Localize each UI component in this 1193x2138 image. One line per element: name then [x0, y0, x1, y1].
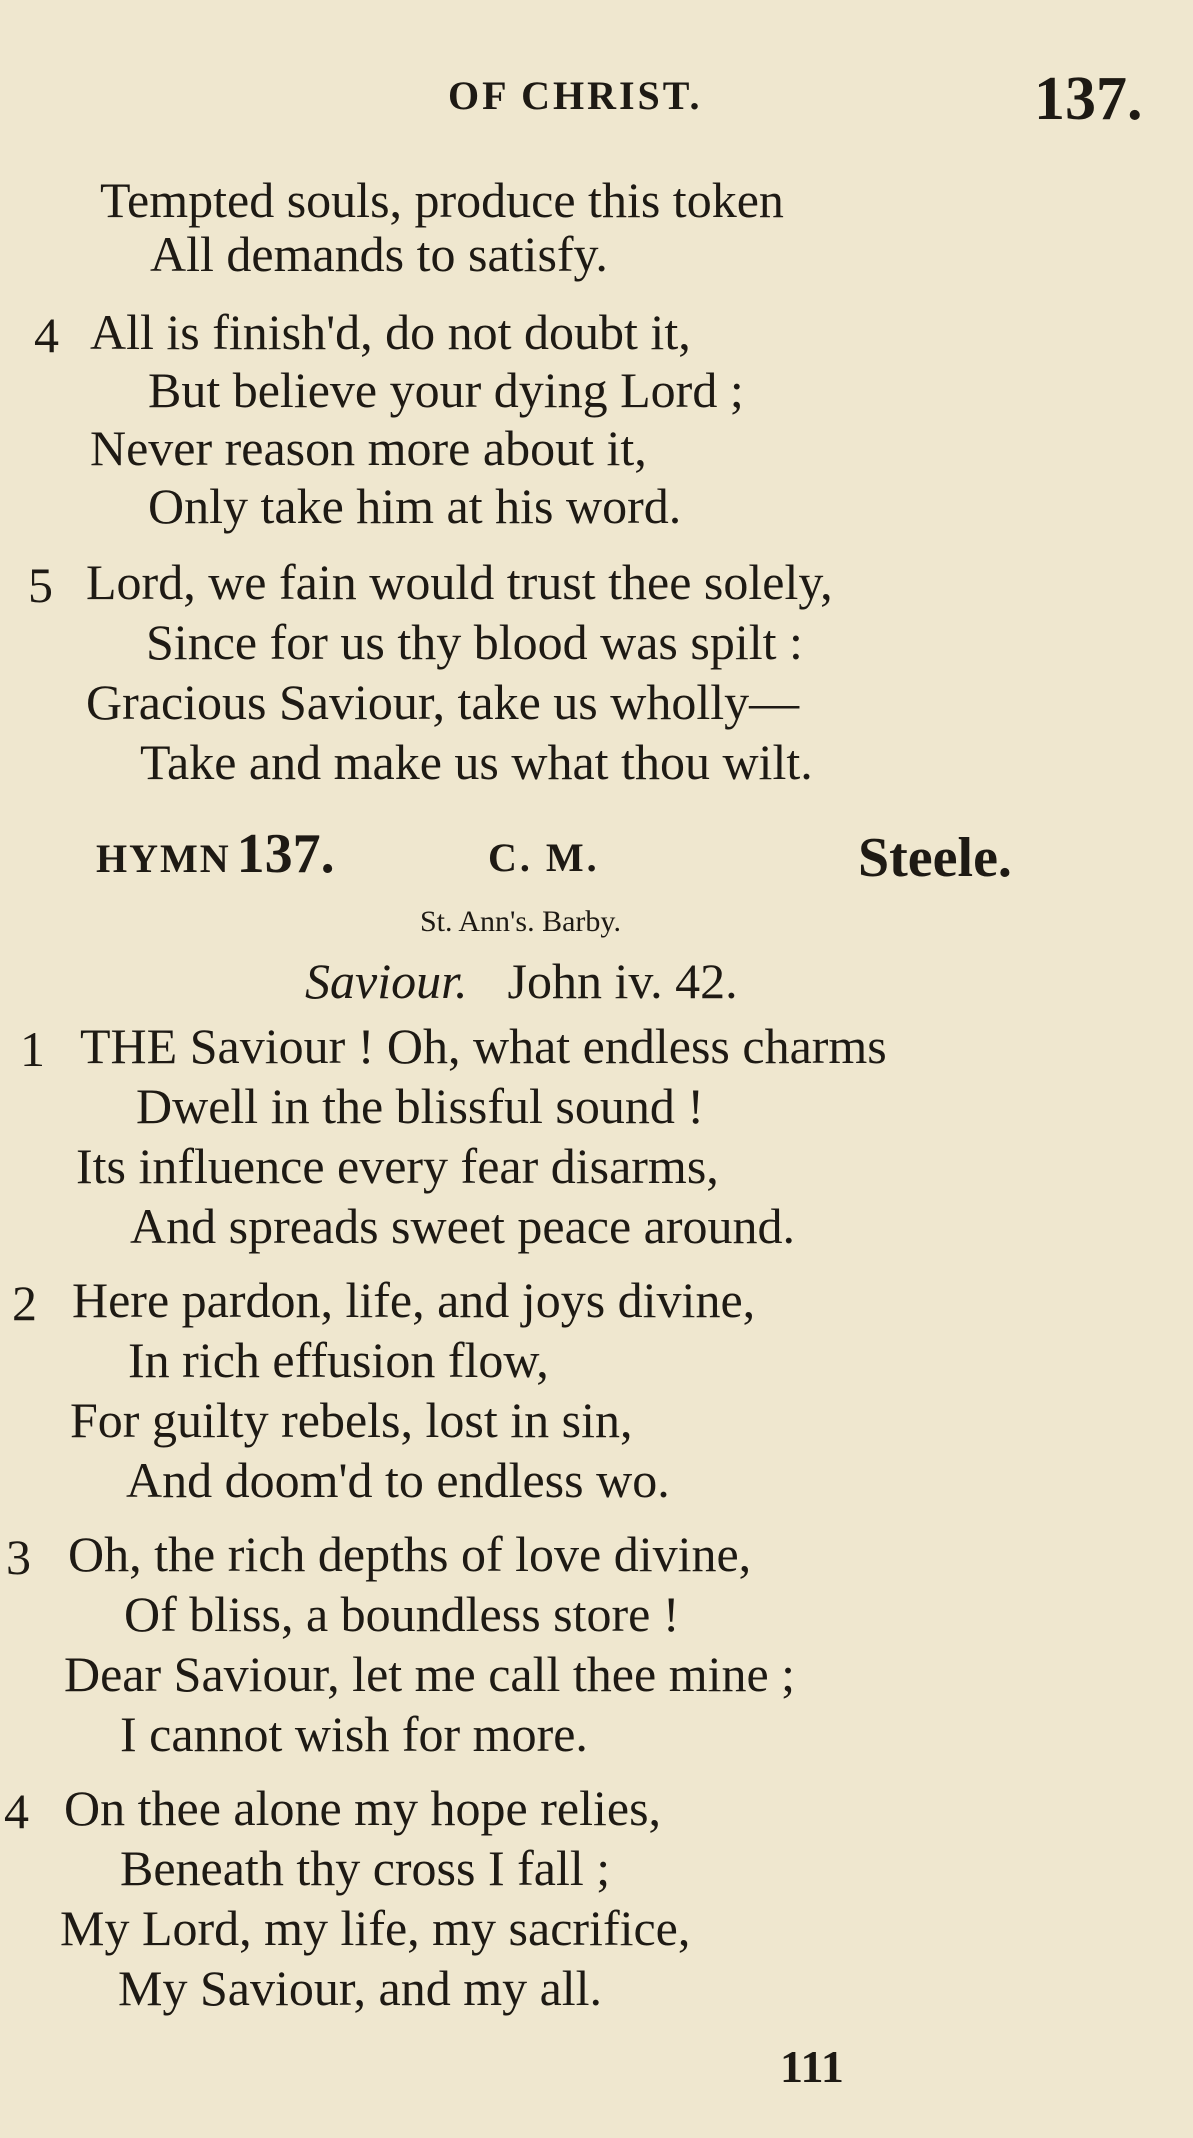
verse-line: Lord, we fain would trust thee solely,: [86, 554, 833, 610]
verse-line: Take and make us what thou wilt.: [140, 734, 813, 790]
folio-number: 111: [780, 2041, 844, 2092]
scripture-reference: John iv. 42.: [507, 953, 738, 1009]
verse-line: Its influence every fear disarms,: [76, 1138, 719, 1194]
verse-line: I cannot wish for more.: [120, 1706, 588, 1762]
verse-line: My Lord, my life, my sacrifice,: [60, 1900, 691, 1956]
verse-line: On thee alone my hope relies,: [64, 1780, 662, 1836]
verse-line: Dear Saviour, let me call thee mine ;: [64, 1646, 796, 1702]
hymn-heading: [96, 822, 335, 886]
verse-line: And spreads sweet peace around.: [130, 1198, 796, 1254]
verse-line: Oh, the rich depths of love divine,: [68, 1526, 752, 1582]
verse-line: Dwell in the blissful sound !: [136, 1078, 705, 1134]
verse-line: Never reason more about it,: [90, 420, 647, 476]
verse-line: Of bliss, a boundless store !: [124, 1586, 680, 1642]
hymn-meter: C. M.: [488, 835, 600, 880]
verse-line: Gracious Saviour, take us wholly—: [86, 674, 800, 730]
running-head: OF CHRIST.: [448, 73, 703, 118]
verse-number: 2: [12, 1275, 37, 1331]
verse-line: Tempted souls, produce this token: [100, 172, 784, 228]
verse-line: Since for us thy blood was spilt :: [146, 614, 803, 670]
verse-line: Here pardon, life, and joys divine,: [72, 1272, 756, 1328]
verse-line: Beneath thy cross I fall ;: [120, 1840, 611, 1896]
hymn-number: 137.: [236, 823, 335, 885]
verse-number: 5: [28, 557, 53, 613]
page-number: 137.: [1034, 65, 1143, 133]
verse-number: 1: [20, 1021, 45, 1077]
hymn-subject-line: [305, 952, 738, 1010]
verse-line: All is finish'd, do not doubt it,: [90, 304, 691, 360]
verse-line: In rich effusion flow,: [128, 1332, 549, 1388]
verse-number: 4: [4, 1783, 29, 1839]
hymn-label: HYMN: [96, 836, 231, 881]
hymn-subject: Saviour.: [305, 953, 468, 1009]
verse-line: And doom'd to endless wo.: [126, 1452, 670, 1508]
verse-line: But believe your dying Lord ;: [148, 362, 744, 418]
verse-line: My Saviour, and my all.: [118, 1960, 603, 2016]
verse-line: All demands to satisfy.: [150, 226, 608, 282]
verse-line: Only take him at his word.: [148, 478, 682, 534]
verse-number: 3: [6, 1529, 31, 1585]
verse-line: THE Saviour ! Oh, what endless charms: [80, 1018, 887, 1074]
hymn-author: Steele.: [858, 827, 1012, 889]
hymn-tunes: St. Ann's. Barby.: [420, 905, 621, 938]
verse-line: For guilty rebels, lost in sin,: [70, 1392, 633, 1448]
verse-number: 4: [34, 307, 59, 363]
